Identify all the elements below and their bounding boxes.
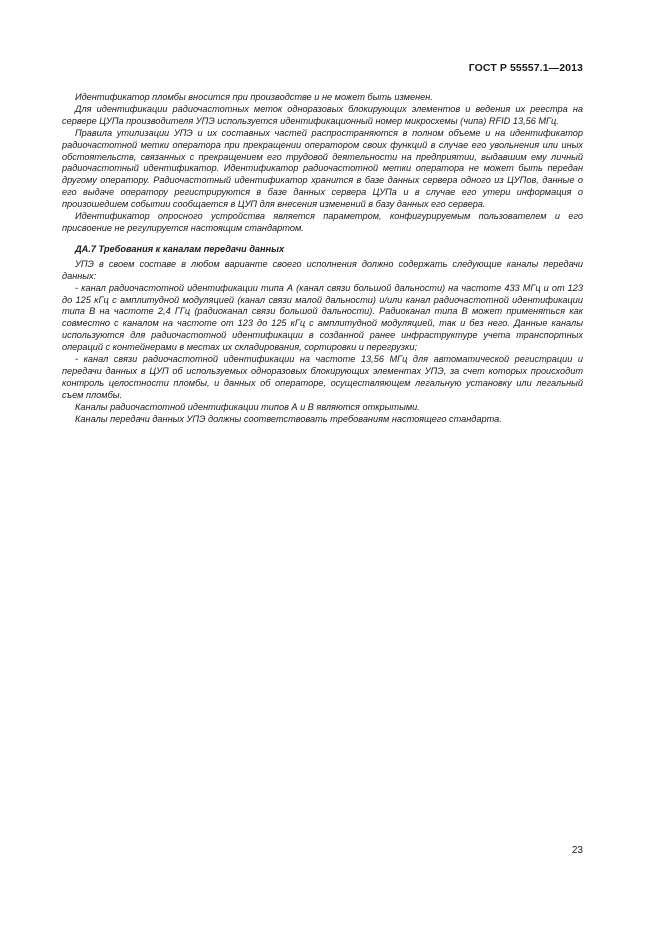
- paragraph-disposal-rules: Правила утилизации УПЭ и их составных частей распространяются в полном объеме и на идентификатор радиочастотной метки оператора при прекращении оператором своих функций в случае его увольнения или иных обстоятельств, связанных с прекращением его трудовой деятельности на предприятии, выдавшим ему личный радиочастотный идентификатор. Идентификатор радиочастотной метки оператора не может быть передан другому оператору. Радиочастотный идентификатор хранится в базе данных сервера одного из ЦУПов, данные о его выдаче оператору регистрируются в базе данных сервера ЦУПа и в случае его утери информация о произошедшем событии сообщается в ЦУП для внесения изменений в базу данных его сервера.: [62, 127, 583, 210]
- document-code-header: ГОСТ Р 55557.1—2013: [468, 62, 583, 74]
- paragraph-open-channels: Каналы радиочастотной идентификации типов А и В являются открытыми.: [75, 401, 420, 412]
- section-heading: ДА.7 Требования к каналам передачи данных: [75, 243, 285, 254]
- paragraph-seal-id: Идентификатор пломбы вносится при производстве и не может быть изменен.: [75, 92, 433, 102]
- paragraph-channels-intro: УПЭ в своем составе в любом варианте своего исполнения должно содержать следующие каналы передачи данных:: [62, 258, 583, 281]
- paragraph-tag-registry: Для идентификации радиочастотных меток одноразовых блокирующих элементов и ведения их реестра на сервере ЦУПа производителя УПЭ используется идентификационный номер микросхемы (чипа) RFID 13,56 МГц.: [62, 103, 583, 126]
- list-item-channel-13-56: - канал связи радиочастотной идентификации на частоте 13,56 МГц для автоматической регистрации и передачи данных в ЦУП об используемых одноразовых блокирующих элементах УПЭ, за счет которых происходит контроль целостности пломбы, и данных об операторе, осуществляющем легальную установку или легальный съем пломбы.: [62, 354, 583, 400]
- paragraph-compliance: Каналы передачи данных УПЭ должны соответствовать требованиям настоящего стандарта.: [75, 413, 502, 424]
- paragraph-reader-id: Идентификатор опросного устройства является параметром, конфигурируемым пользователем и его присвоение не регулируется настоящим стандартом.: [62, 211, 583, 233]
- page-number: 23: [571, 845, 583, 856]
- document-body: [62, 92, 583, 425]
- list-item-channel-type-a-b: - канал радиочастотной идентификации типа А (канал связи большой дальности) на частоте 433 МГц и от 123 до 125 кГц с амплитудной модуляцией (канал связи малой дальности) и/или канал радиочастотной идентификации типа В на частоте 2,4 ГГц (радиоканал связи большой дальности). Радиоканал типа В может применяться как совместно с каналом на частоте от 123 до 125 кГц с амплитудной модуляцией, так и без него. Данные каналы используются для радиочастотной идентификации в созданной ранее инфраструктуре учета транспортных операций с контейнерами в местах их складирования, сортировки и перегрузки;: [62, 282, 583, 353]
